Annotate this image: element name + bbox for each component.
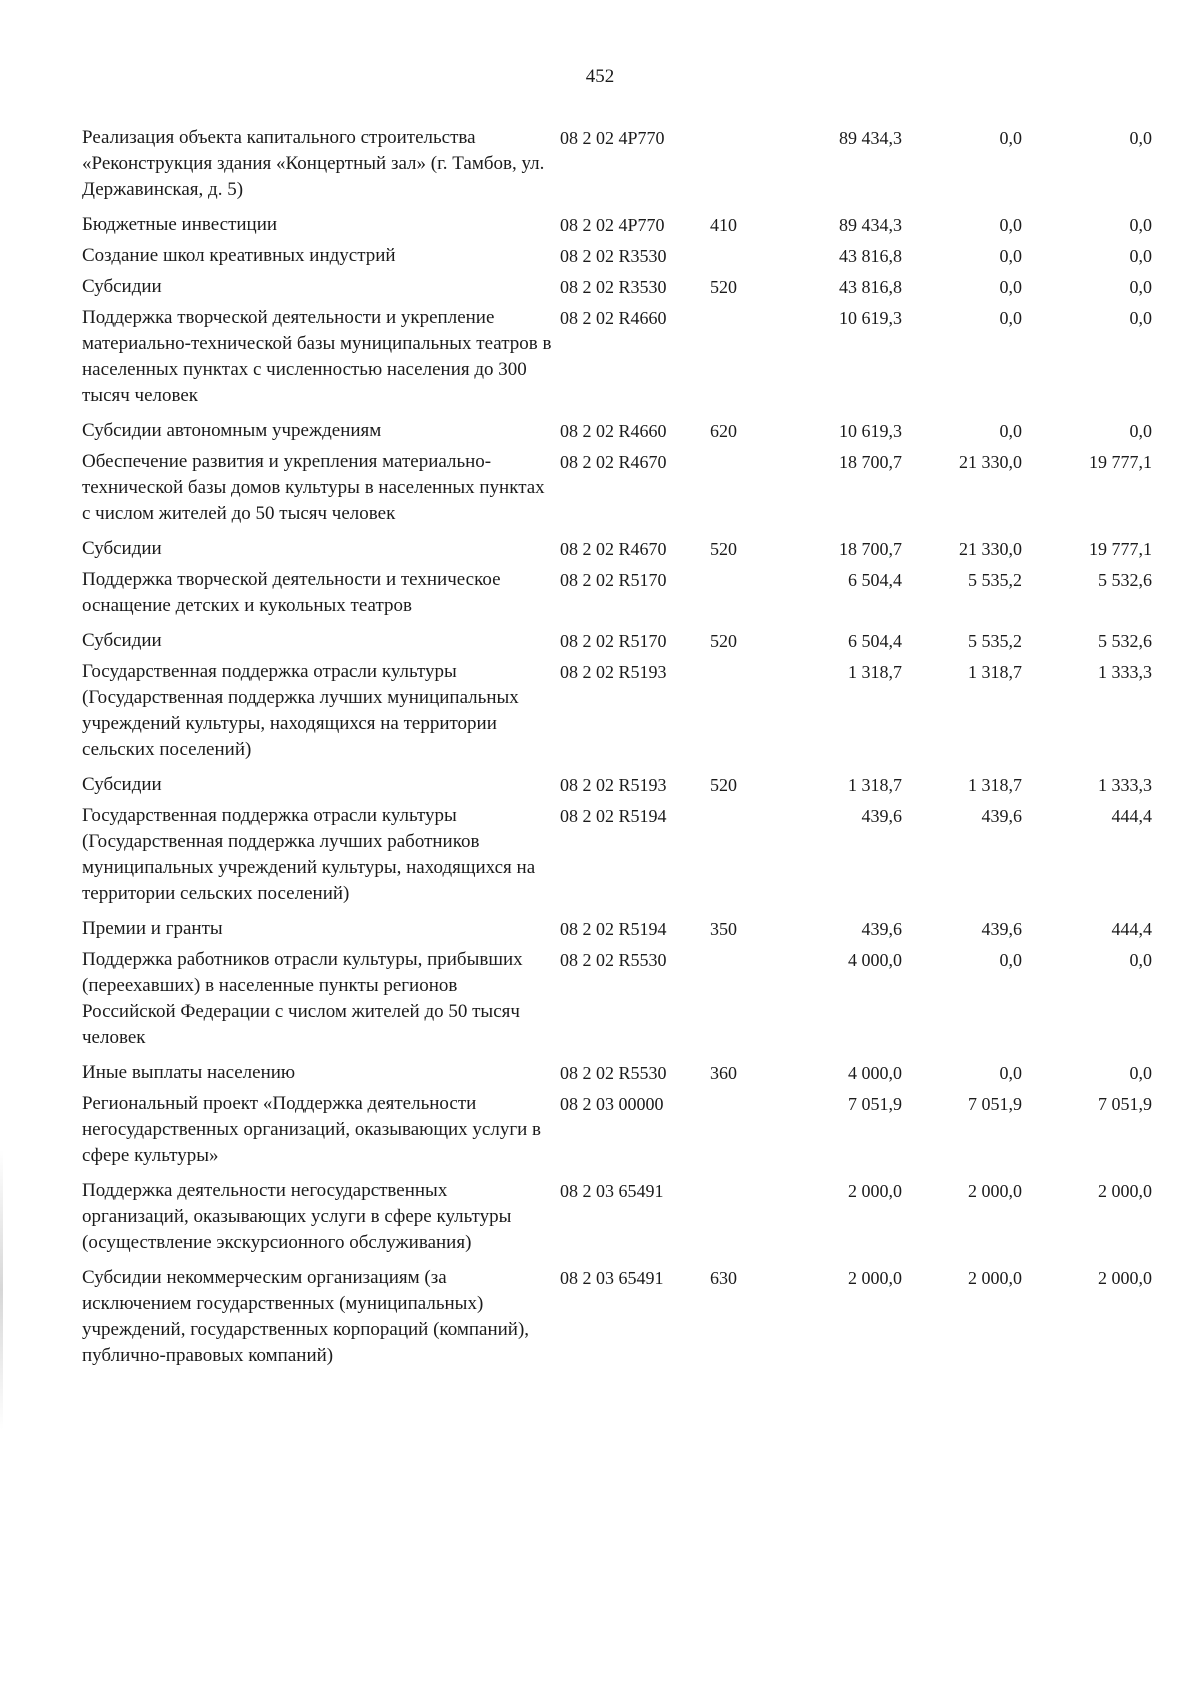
row-value-2: 2 000,0 xyxy=(968,1181,1022,1201)
row-kvr xyxy=(710,240,782,271)
page-number: 452 xyxy=(585,66,615,87)
scan-edge-mark xyxy=(0,1150,3,1430)
row-name: Субсидии xyxy=(82,774,162,795)
row-kvr xyxy=(710,944,782,1057)
row-value-3: 0,0 xyxy=(1129,215,1152,235)
row-name: Субсидии xyxy=(82,276,162,297)
row-kvr xyxy=(710,446,782,533)
table-row xyxy=(82,769,1152,800)
row-kvr: 520 xyxy=(710,277,737,297)
row-value-1: 43 816,8 xyxy=(839,277,902,297)
row-value-1: 89 434,3 xyxy=(839,128,902,148)
row-value-1: 2 000,0 xyxy=(848,1268,902,1288)
row-value-3: 0,0 xyxy=(1129,421,1152,441)
row-value-3: 444,4 xyxy=(1111,806,1152,826)
row-name: Поддержка деятельности негосударственных организаций, оказывающих услуги в сфере культуры (осуществление экскурсионного обслуживания) xyxy=(82,1180,512,1253)
row-value-2: 0,0 xyxy=(999,246,1022,266)
row-code: 08 2 02 R5530 xyxy=(560,1063,667,1083)
table-row xyxy=(82,1088,1152,1175)
row-value-1: 439,6 xyxy=(861,806,902,826)
table-row xyxy=(82,564,1152,625)
table-row xyxy=(82,533,1152,564)
row-name: Премии и гранты xyxy=(82,918,223,939)
row-value-2: 0,0 xyxy=(999,308,1022,328)
row-value-1: 7 051,9 xyxy=(848,1094,902,1114)
table-row xyxy=(82,446,1152,533)
row-value-1: 43 816,8 xyxy=(839,246,902,266)
row-kvr xyxy=(710,1175,782,1262)
row-code: 08 2 02 R5530 xyxy=(560,950,667,970)
row-name: Поддержка творческой деятельности и укрепление материально-технической базы муниципальных театров в населенных пунктах с численностью населения до 300 тысяч человек xyxy=(82,307,552,406)
row-code: 08 2 02 4Р770 xyxy=(560,215,665,235)
row-name: Государственная поддержка отрасли культуры (Государственная поддержка лучших муниципальных учреждений культуры, находящихся на территории сельских поселений) xyxy=(82,661,519,760)
row-value-1: 439,6 xyxy=(861,919,902,939)
row-kvr xyxy=(710,656,782,769)
row-code: 08 2 03 65491 xyxy=(560,1268,664,1288)
row-value-2: 0,0 xyxy=(999,421,1022,441)
row-value-1: 10 619,3 xyxy=(839,421,902,441)
row-code: 08 2 03 00000 xyxy=(560,1094,664,1114)
row-name: Субсидии xyxy=(82,538,162,559)
row-name: Создание школ креативных индустрий xyxy=(82,245,396,266)
row-value-1: 2 000,0 xyxy=(848,1181,902,1201)
row-value-1: 4 000,0 xyxy=(848,950,902,970)
table-row xyxy=(82,240,1152,271)
row-value-2: 21 330,0 xyxy=(959,539,1022,559)
row-kvr: 520 xyxy=(710,539,737,559)
row-kvr: 620 xyxy=(710,421,737,441)
row-kvr: 520 xyxy=(710,775,737,795)
row-name: Поддержка творческой деятельности и техническое оснащение детских и кукольных театров xyxy=(82,569,501,616)
row-value-3: 0,0 xyxy=(1129,246,1152,266)
row-value-1: 4 000,0 xyxy=(848,1063,902,1083)
row-code: 08 2 02 R3530 xyxy=(560,277,667,297)
table-row xyxy=(82,1262,1152,1375)
row-value-2: 7 051,9 xyxy=(968,1094,1022,1114)
row-name: Реализация объекта капитального строительства «Реконструкция здания «Концертный зал» (г. Тамбов, ул. Державинская, д. 5) xyxy=(82,127,545,200)
row-name: Бюджетные инвестиции xyxy=(82,214,278,235)
row-value-1: 10 619,3 xyxy=(839,308,902,328)
row-value-3: 444,4 xyxy=(1111,919,1152,939)
row-value-2: 21 330,0 xyxy=(959,452,1022,472)
row-value-2: 2 000,0 xyxy=(968,1268,1022,1288)
row-value-3: 1 333,3 xyxy=(1098,662,1152,682)
row-value-1: 1 318,7 xyxy=(848,662,902,682)
row-value-1: 18 700,7 xyxy=(839,452,902,472)
row-value-3: 19 777,1 xyxy=(1089,452,1152,472)
row-kvr: 410 xyxy=(710,215,737,235)
table-row xyxy=(82,656,1152,769)
row-kvr: 360 xyxy=(710,1063,737,1083)
row-name: Государственная поддержка отрасли культуры (Государственная поддержка лучших работников муниципальных учреждений культуры, находящихся на территории сельских поселений) xyxy=(82,805,536,904)
row-value-3: 1 333,3 xyxy=(1098,775,1152,795)
row-code: 08 2 02 R5170 xyxy=(560,631,667,651)
row-value-1: 1 318,7 xyxy=(848,775,902,795)
row-code: 08 2 02 R4660 xyxy=(560,421,667,441)
row-value-1: 89 434,3 xyxy=(839,215,902,235)
row-value-2: 5 535,2 xyxy=(968,631,1022,651)
row-code: 08 2 02 R5193 xyxy=(560,775,667,795)
row-value-2: 0,0 xyxy=(999,277,1022,297)
row-value-2: 439,6 xyxy=(981,919,1022,939)
table-row xyxy=(82,415,1152,446)
row-code: 08 2 02 R5170 xyxy=(560,570,667,590)
table-row xyxy=(82,302,1152,415)
row-value-3: 19 777,1 xyxy=(1089,539,1152,559)
table-row xyxy=(82,209,1152,240)
table-row xyxy=(82,271,1152,302)
row-value-1: 18 700,7 xyxy=(839,539,902,559)
row-kvr xyxy=(710,302,782,415)
row-name: Региональный проект «Поддержка деятельности негосударственных организаций, оказывающих услуги в сфере культуры» xyxy=(82,1093,542,1166)
row-kvr xyxy=(710,564,782,625)
row-kvr xyxy=(710,1088,782,1175)
row-value-2: 0,0 xyxy=(999,128,1022,148)
row-name: Субсидии xyxy=(82,630,162,651)
row-kvr: 520 xyxy=(710,631,737,651)
row-value-2: 439,6 xyxy=(981,806,1022,826)
row-value-2: 1 318,7 xyxy=(968,775,1022,795)
row-value-2: 0,0 xyxy=(999,950,1022,970)
row-value-2: 0,0 xyxy=(999,1063,1022,1083)
row-code: 08 2 02 R4670 xyxy=(560,539,667,559)
row-value-3: 0,0 xyxy=(1129,308,1152,328)
row-value-3: 5 532,6 xyxy=(1098,570,1152,590)
budget-table xyxy=(82,122,1152,1375)
row-code: 08 2 02 R4670 xyxy=(560,452,667,472)
row-code: 08 2 02 R4660 xyxy=(560,308,667,328)
row-kvr: 630 xyxy=(710,1268,737,1288)
row-value-3: 0,0 xyxy=(1129,128,1152,148)
row-code: 08 2 02 4Р770 xyxy=(560,128,665,148)
row-kvr xyxy=(710,800,782,913)
row-name: Иные выплаты населению xyxy=(82,1062,296,1083)
table-row xyxy=(82,625,1152,656)
row-value-2: 5 535,2 xyxy=(968,570,1022,590)
row-name: Субсидии автономным учреждениям xyxy=(82,420,382,441)
row-value-2: 0,0 xyxy=(999,215,1022,235)
row-code: 08 2 02 R3530 xyxy=(560,246,667,266)
row-value-3: 5 532,6 xyxy=(1098,631,1152,651)
row-code: 08 2 02 R5194 xyxy=(560,806,667,826)
row-name: Поддержка работников отрасли культуры, прибывших (переехавших) в населенные пункты регионов Российской Федерации с числом жителей до 50 тысяч человек xyxy=(82,949,523,1048)
row-kvr: 350 xyxy=(710,919,737,939)
table-row xyxy=(82,122,1152,209)
table-row xyxy=(82,1175,1152,1262)
row-value-1: 6 504,4 xyxy=(848,631,902,651)
row-name: Обеспечение развития и укрепления материально-технической базы домов культуры в населенных пунктах с числом жителей до 50 тысяч человек xyxy=(82,451,545,524)
table-row xyxy=(82,1057,1152,1088)
budget-table-body xyxy=(82,122,1152,1375)
table-row xyxy=(82,944,1152,1057)
row-value-1: 6 504,4 xyxy=(848,570,902,590)
row-value-3: 0,0 xyxy=(1129,277,1152,297)
table-row xyxy=(82,800,1152,913)
row-kvr xyxy=(710,122,782,209)
row-value-2: 1 318,7 xyxy=(968,662,1022,682)
row-code: 08 2 02 R5194 xyxy=(560,919,667,939)
row-value-3: 7 051,9 xyxy=(1098,1094,1152,1114)
row-value-3: 2 000,0 xyxy=(1098,1181,1152,1201)
row-value-3: 0,0 xyxy=(1129,1063,1152,1083)
row-name: Субсидии некоммерческим организациям (за исключением государственных (муниципальных) учреждений, государственных корпораций (компаний), публично-правовых компаний) xyxy=(82,1267,530,1366)
table-row xyxy=(82,913,1152,944)
row-value-3: 0,0 xyxy=(1129,950,1152,970)
row-value-3: 2 000,0 xyxy=(1098,1268,1152,1288)
row-code: 08 2 02 R5193 xyxy=(560,662,667,682)
row-code: 08 2 03 65491 xyxy=(560,1181,664,1201)
